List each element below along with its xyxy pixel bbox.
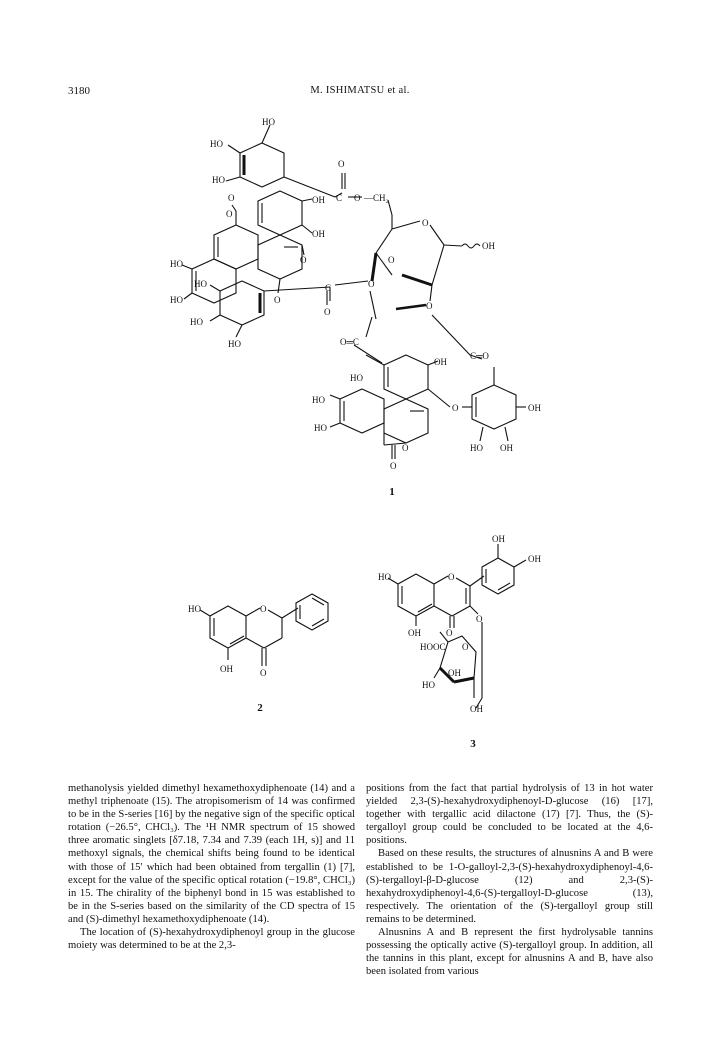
atom-label: O [402,443,409,453]
atom-label: HO [188,604,201,614]
atom-label: O [476,614,483,624]
atom-label: OH [500,443,513,453]
atom-label: HO [314,423,327,433]
atom-label: OH [408,628,421,638]
atom-label: C [336,193,343,203]
atom-label: O [260,668,267,678]
atom-label: HO [194,279,207,289]
atom-label: HO [378,572,391,582]
atom-label: HO [262,117,275,127]
atom-label: O [226,209,233,219]
atom-label: C [325,283,332,293]
structure-compound-2 [188,580,348,680]
structure-compound-1 [170,105,570,475]
atom-label: OH [492,534,505,544]
atom-label: O [390,461,397,471]
atom-label: OH [482,241,495,251]
atom-label: OH [528,554,541,564]
atom-label: OH [448,668,461,678]
compound-label-3: 3 [470,738,476,750]
paragraph: methanolysis yielded dimethyl hexamethoxydiphenoate (14) and a methyl triphenoate (15). The atropisomerism of 14 was confirmed to be in the S-series [16] by the negative sign of the specific optical rotation (−26.5°, CHCl₃). The ¹H NMR spectrum of 15 showed three aromatic singlets [δ7.18, 7.34 and 7.39 (each 1H, s)] and 11 methoxyl signals, the chemical shifts being found to be identical with those of 15′ which had been obtained from tergallin (1) [7], except for the value of the specific optical rotation (−19.8°, CHCl₃) in 15. The chirality of the biphenyl bond in 15 was established to be in the S-series based on the similarity of the CD spectra of 15 and (S)-dimethyl hexamethoxydiphenoate (14). [68,783,355,925]
atom-label: HO [350,373,363,383]
running-head: M. ISHIMATSU et al. [310,85,410,96]
compound-label-1: 1 [389,486,395,498]
atom-label: O [448,572,455,582]
atom-label: OH [470,704,483,714]
atom-label: HO [170,259,183,269]
atom-label: O [446,628,453,638]
atom-label: OH [434,357,447,367]
atom-label: HO [190,317,203,327]
atom-label: O [300,255,307,265]
atom-label: HO [422,680,435,690]
right-column [366,782,653,978]
atom-label: O [426,301,433,311]
compound-label-2: 2 [257,702,263,714]
atom-label: HO [210,139,223,149]
atom-label: OH [312,229,325,239]
atom-label: O [338,159,345,169]
paragraph: Alnusnins A and B represent the first hydrolysable tannins possessing the optically active (S)-tergalloyl group. In addition, all the tannins in this plant, except for alnusnins A and B, have also been isolated from various [366,927,653,978]
atom-label: OH [312,195,325,205]
paragraph: positions from the fact that partial hydrolysis of 13 in hot water yielded 2,3-(S)-hexahydroxydiphenoyl-D-glucose (16) [17], together with tergallic acid dilactone (17) [7]. Thus, the (S)-tergalloyl group could be concluded to be located at the 4,6-positions. [366,783,653,847]
atom-label: HO [470,443,483,453]
structure-compound-3 [378,522,548,722]
atom-label: OH [220,664,233,674]
atom-label: —CH₂ [364,193,389,203]
atom-label: HO [228,339,241,349]
atom-label: O [228,193,235,203]
atom-label: O [260,604,267,614]
atom-label: C═O [470,351,489,361]
atom-label: O [388,255,395,265]
atom-label: HO [312,395,325,405]
paragraph: The location of (S)-hexahydroxydiphenoyl group in the glucose moiety was determined to be at the 2,3- [68,927,355,952]
atom-label: O [354,193,361,203]
atom-label: HOOC [420,642,446,652]
atom-label: O [368,279,375,289]
atom-label: OH [528,403,541,413]
left-column [68,782,355,952]
atom-label: O [324,307,331,317]
atom-label: O [452,403,459,413]
page-number: 3180 [68,85,90,97]
atom-label: O [422,218,429,228]
atom-label: HO [212,175,225,185]
atom-label: O [274,295,281,305]
atom-label: HO [170,295,183,305]
atom-label: O [462,642,469,652]
paragraph: Based on these results, the structures of alnusnins A and B were established to be 1-O-galloyl-2,3-(S)-hexahydroxydiphenoyl-4,6-(S)-tergalloyl-β-D-glucose (12) and 2,3-(S)-hexahydroxydiphenoyl-4,6-(S)-tergalloyl-D-glucose (13), respectively. The orientation of the (S)-tergalloyl group still remains to be determined. [366,848,653,925]
atom-label: O═C [340,337,359,347]
